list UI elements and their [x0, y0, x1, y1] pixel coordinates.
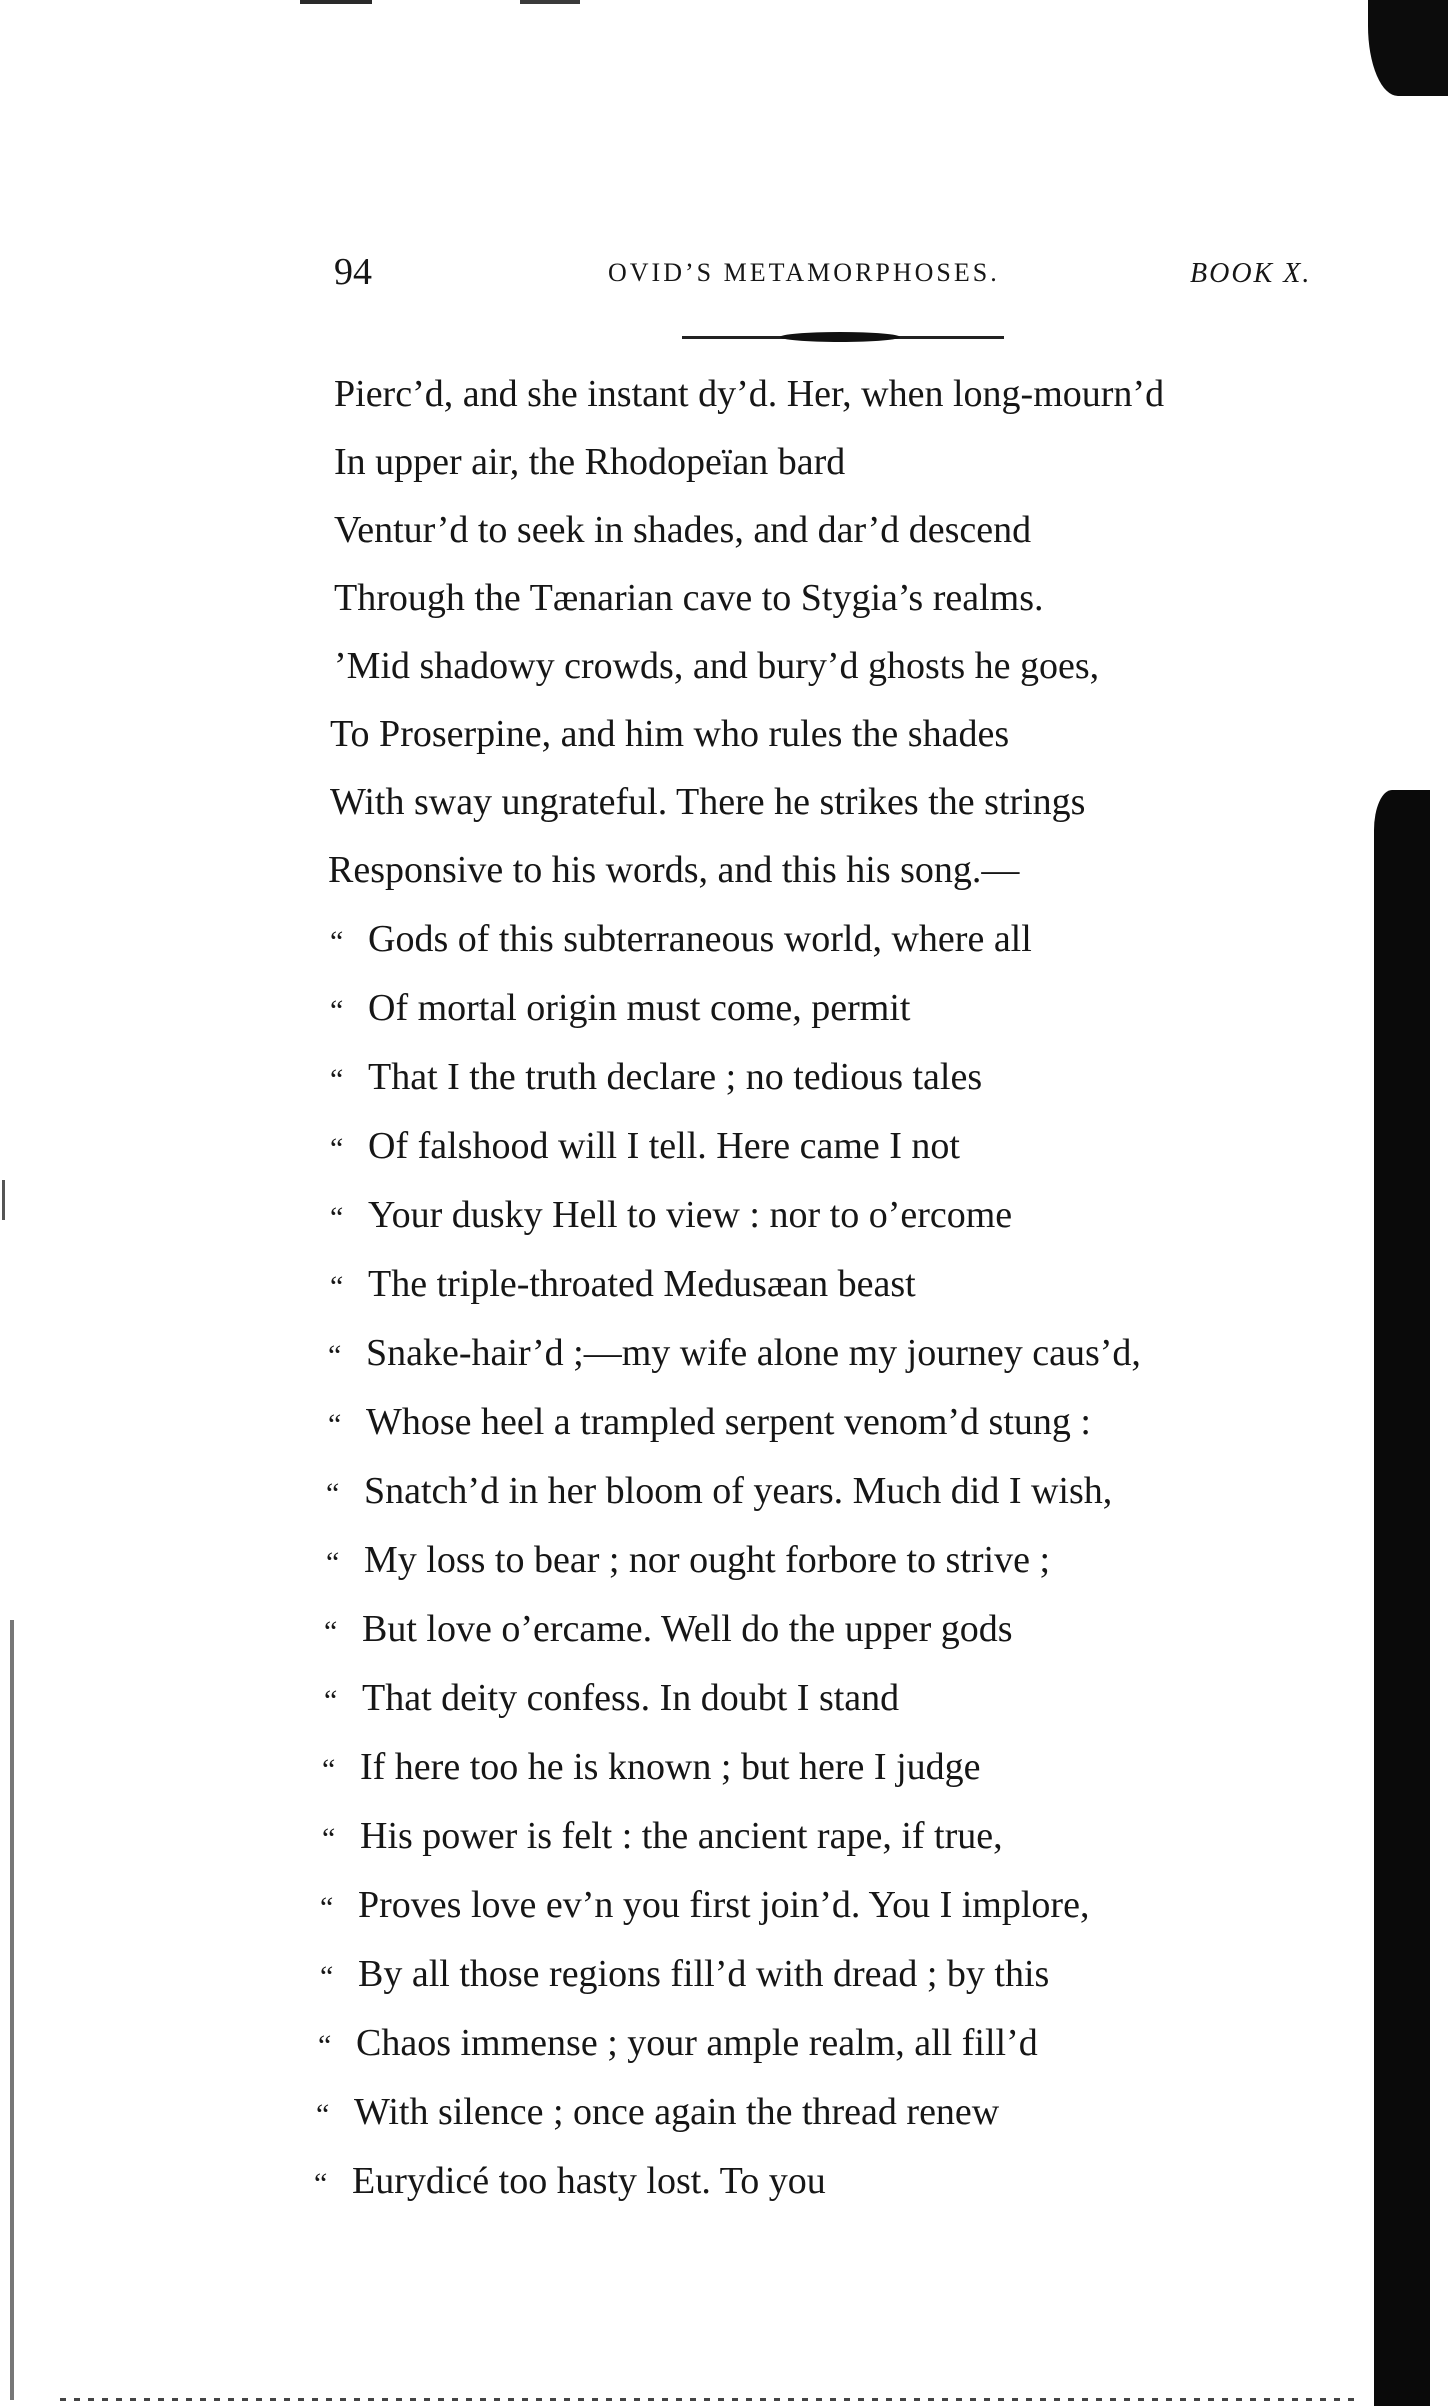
verse-line-quoted: “ With silence ; once again the thread renew [316, 2088, 999, 2139]
verse-line-quoted: “ Gods of this subterraneous world, where all [330, 915, 1032, 966]
quotation-mark: “ [330, 1270, 344, 1303]
verse-line-quoted: “ Of mortal origin must come, permit [330, 984, 910, 1035]
page-number: 94 [334, 251, 372, 293]
verse-line-quoted: “ His power is felt : the ancient rape, if true, [322, 1812, 1003, 1863]
verse-line-quoted: “ My loss to bear ; nor ought forbore to strive ; [326, 1536, 1050, 1587]
verse-line-quoted: “ Of falshood will I tell. Here came I not [330, 1122, 960, 1173]
quotation-mark: “ [330, 925, 344, 958]
verse-line: Responsive to his words, and this his song.— [328, 849, 1020, 891]
verse-line-quoted: “ Chaos immense ; your ample realm, all fill’d [318, 2019, 1038, 2070]
scan-speck-left [2, 1180, 5, 1220]
quotation-mark: “ [328, 1339, 342, 1372]
verse-line-quoted: “ Proves love ev’n you first join’d. You I implore, [320, 1881, 1089, 1932]
verse-line: With sway ungrateful. There he strikes the strings [330, 781, 1086, 823]
scan-shadow-right-edge [1374, 790, 1430, 2406]
verse-line-quoted: “ If here too he is known ; but here I judge [322, 1743, 981, 1794]
quotation-mark: “ [322, 1753, 336, 1786]
verse-line: To Proserpine, and him who rules the shades [330, 713, 1010, 755]
quotation-mark: “ [330, 1063, 344, 1096]
verse-line: Pierc’d, and she instant dy’d. Her, when long-mourn’d [334, 373, 1165, 415]
verse-line: Through the Tænarian cave to Stygia’s realms. [334, 577, 1044, 619]
scan-shadow-top-right [1368, 0, 1448, 96]
quotation-mark: “ [316, 2098, 330, 2131]
verse-line: In upper air, the Rhodopeïan bard [334, 441, 846, 483]
verse-line-quoted: “ Whose heel a trampled serpent venom’d stung : [328, 1398, 1091, 1449]
scan-page-edge-left [10, 1620, 14, 2400]
quotation-mark: “ [330, 994, 344, 1027]
verse-line: ’Mid shadowy crowds, and bury’d ghosts he goes, [334, 645, 1100, 687]
quotation-mark: “ [330, 1201, 344, 1234]
quotation-mark: “ [322, 1822, 336, 1855]
header-rule-ornament [780, 332, 900, 342]
running-title: OVID’S METAMORPHOSES. [608, 258, 1000, 287]
verse-line-quoted: “ But love o’ercame. Well do the upper gods [324, 1605, 1013, 1656]
verse-line-quoted: “ Eurydicé too hasty lost. To you [314, 2157, 826, 2208]
running-head [0, 250, 1448, 300]
verse-line-quoted: “ That I the truth declare ; no tedious tales [330, 1053, 982, 1104]
verse-line-quoted: “ Snatch’d in her bloom of years. Much did I wish, [326, 1467, 1112, 1518]
verse-line: Ventur’d to seek in shades, and dar’d descend [334, 509, 1032, 551]
scan-artifact-bottom [60, 2398, 1360, 2401]
verse-line-quoted: “ That deity confess. In doubt I stand [324, 1674, 899, 1725]
quotation-mark: “ [326, 1477, 340, 1510]
verse-line-quoted: “ By all those regions fill’d with dread ; by this [320, 1950, 1049, 2001]
quotation-mark: “ [320, 1960, 334, 1993]
book-label: BOOK X. [1190, 258, 1312, 289]
quotation-mark: “ [326, 1546, 340, 1579]
verse-line-quoted: “ Snake-hair’d ;—my wife alone my journey caus’d, [328, 1329, 1141, 1380]
quotation-mark: “ [314, 2167, 328, 2200]
quotation-mark: “ [318, 2029, 332, 2062]
quotation-mark: “ [328, 1408, 342, 1441]
verse-line-quoted: “ The triple-throated Medusæan beast [330, 1260, 916, 1311]
quotation-mark: “ [324, 1684, 338, 1717]
scan-artifact-top-center [520, 0, 580, 4]
scan-artifact-top-left [300, 0, 372, 4]
quotation-mark: “ [330, 1132, 344, 1165]
quotation-mark: “ [324, 1615, 338, 1648]
verse-line-quoted: “ Your dusky Hell to view : nor to o’ercome [330, 1191, 1012, 1242]
quotation-mark: “ [320, 1891, 334, 1924]
